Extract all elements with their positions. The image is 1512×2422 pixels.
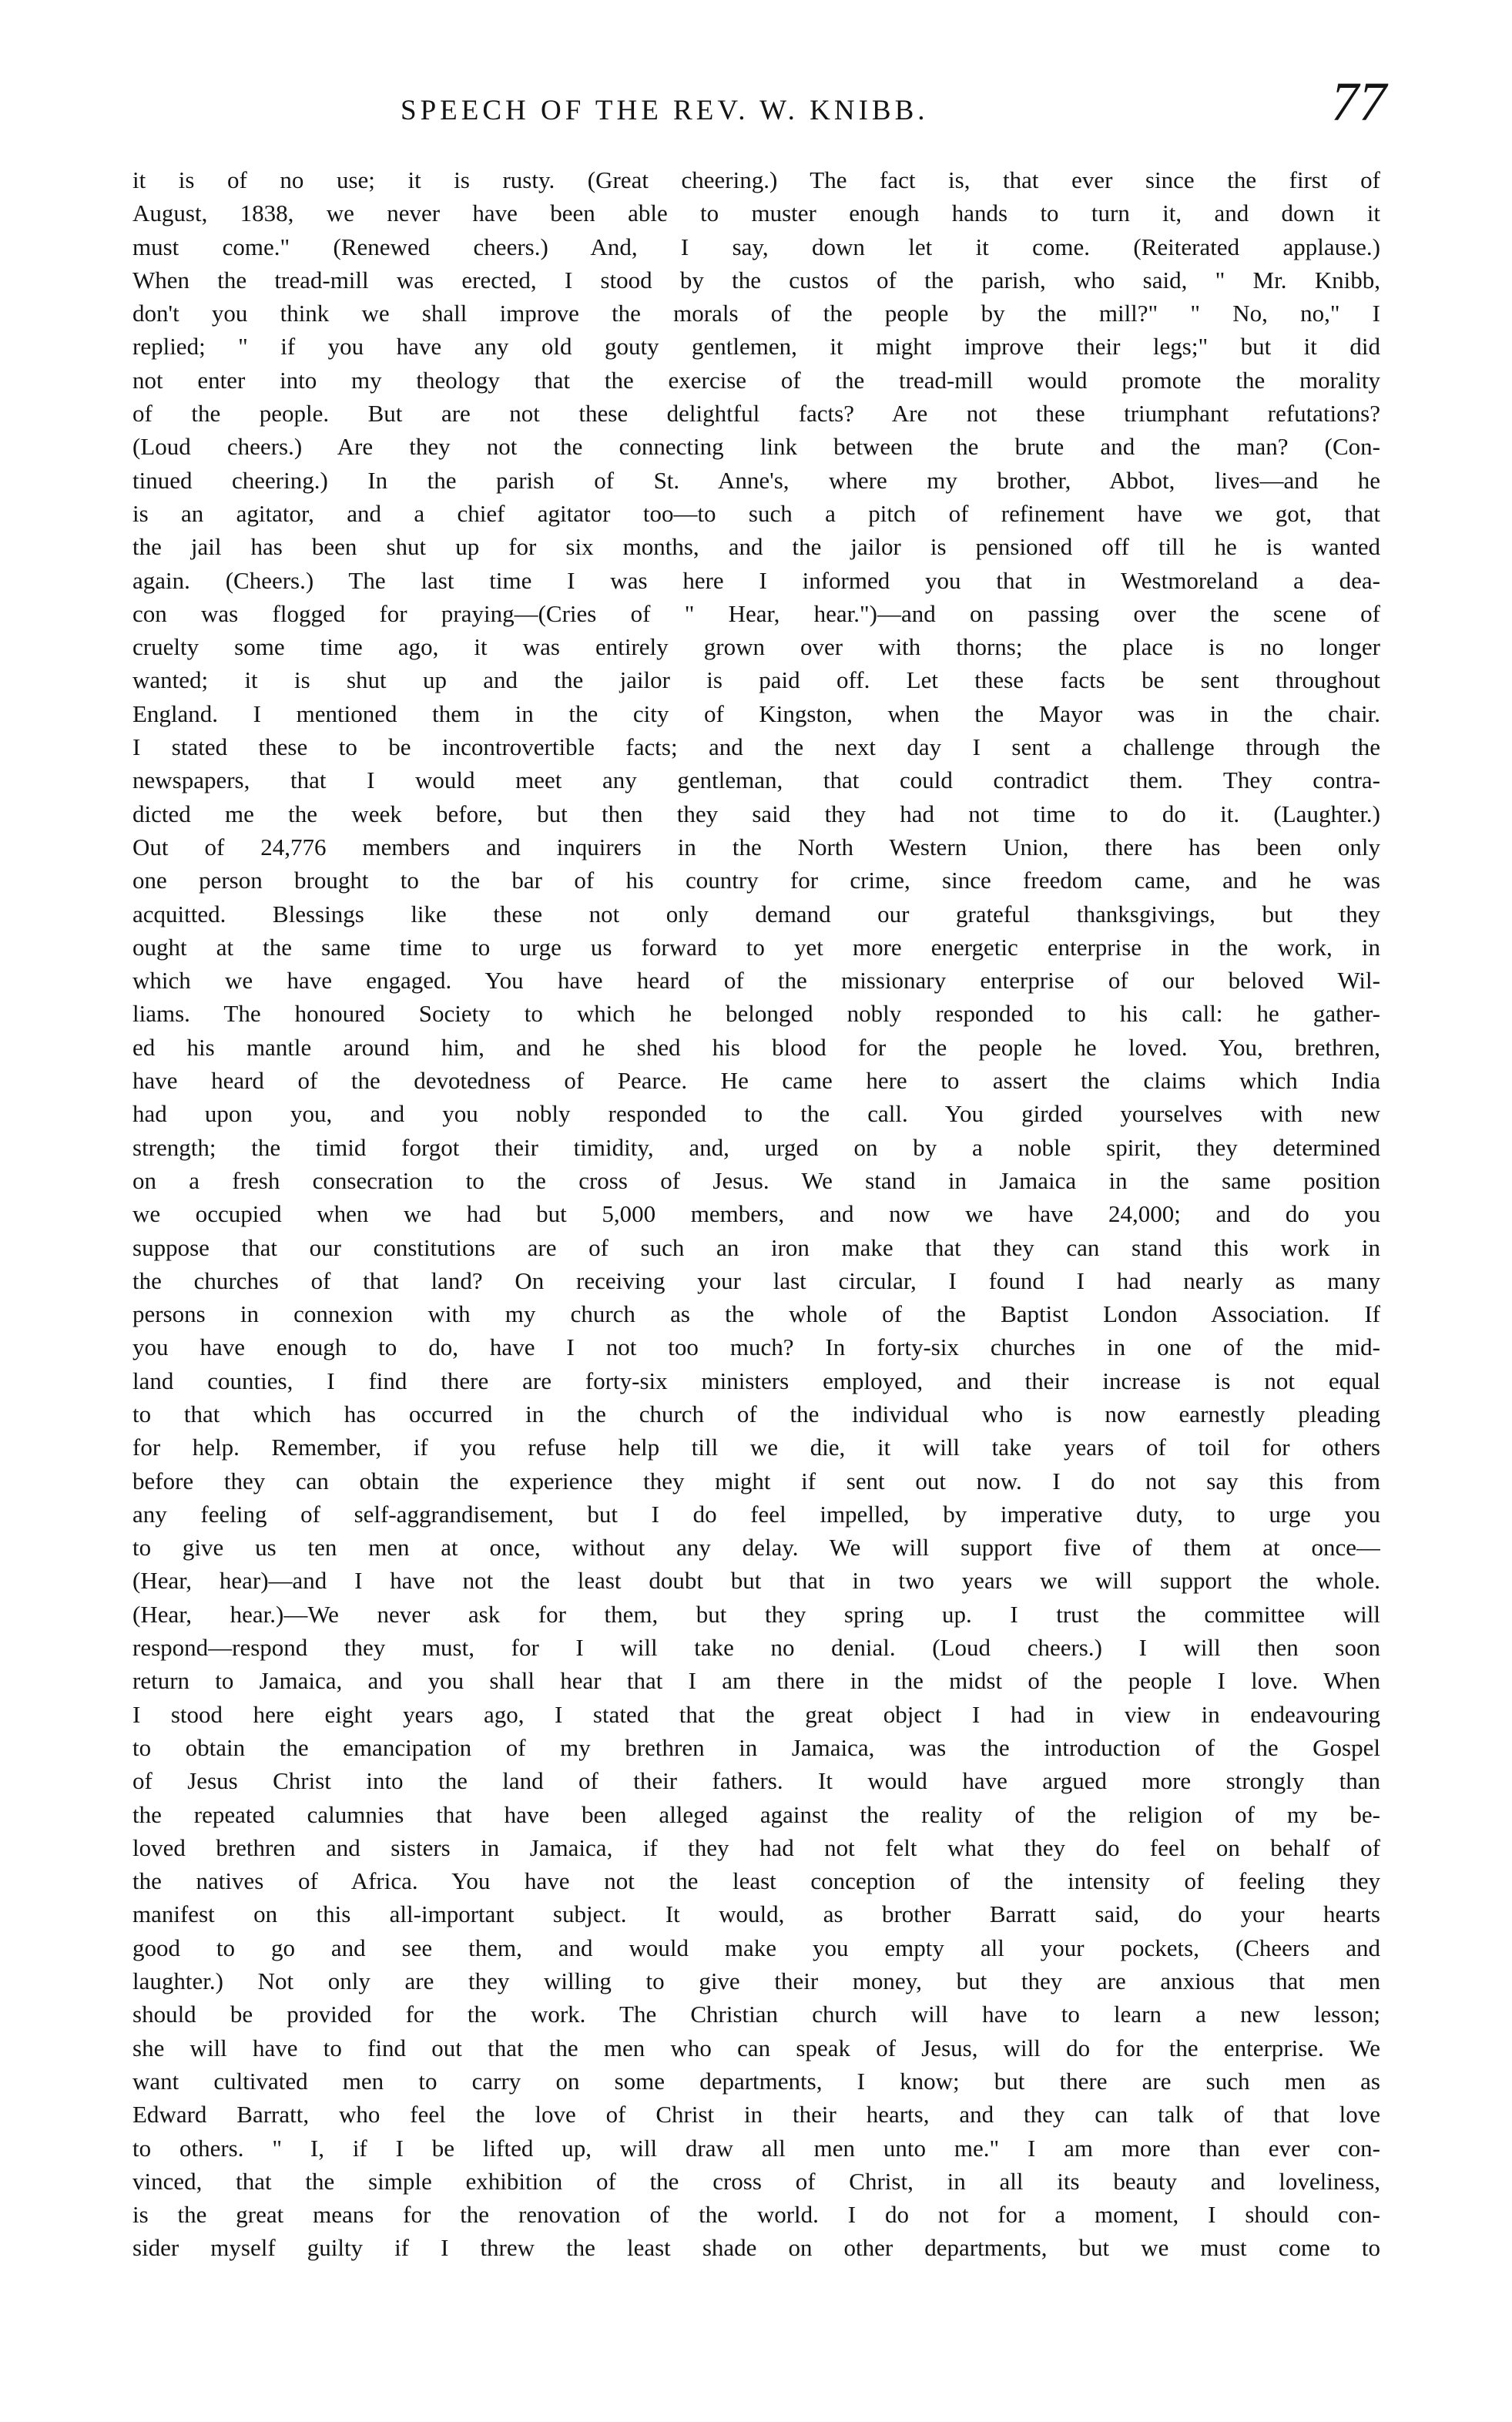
text-line: vinced, that the simple exhibition of the cross of Christ, in all its beauty and loveliness, xyxy=(132,2167,1380,2195)
text-line: suppose that our constitutions are of such an iron make that they can stand this work in xyxy=(132,1233,1380,1261)
text-line: (Hear, hear.)—We never ask for them, but they spring up. I trust the committee will xyxy=(132,1600,1380,1628)
text-line: return to Jamaica, and you shall hear that I am there in the midst of the people I love. When xyxy=(132,1667,1380,1695)
text-line: I stood here eight years ago, I stated that the great object I had in view in endeavouring xyxy=(132,1700,1380,1728)
text-line: replied; " if you have any old gouty gentlemen, it might improve their legs;" but it did xyxy=(132,333,1380,361)
text-line: is an agitator, and a chief agitator too—to such a pitch of refinement have we got, that xyxy=(132,499,1380,527)
text-line: con was flogged for praying—(Cries of " Hear, hear.")—and on passing over the scene of xyxy=(132,599,1380,627)
text-line: have heard of the devotedness of Pearce. He came here to assert the claims which India xyxy=(132,1067,1380,1095)
text-line: manifest on this all-important subject. It would, as brother Barratt said, do your hearts xyxy=(132,1900,1380,1928)
text-line: the jail has been shut up for six months, and the jailor is pensioned off till he is wanted xyxy=(132,533,1380,561)
text-line: the churches of that land? On receiving your last circular, I found I had nearly as many xyxy=(132,1266,1380,1294)
text-line: of the people. But are not these delightful facts? Are not these triumphant refutations? xyxy=(132,400,1380,428)
text-line: acquitted. Blessings like these not only demand our grateful thanksgivings, but they xyxy=(132,900,1380,928)
text-line: to others. " I, if I be lifted up, will draw all men unto me." I am more than ever con- xyxy=(132,2134,1380,2162)
text-line: one person brought to the bar of his country for crime, since freedom came, and he was xyxy=(132,867,1380,894)
text-line: want cultivated men to carry on some departments, I know; but there are such men as xyxy=(132,2067,1380,2095)
text-line: of Jesus Christ into the land of their fathers. It would have argued more strongly than xyxy=(132,1767,1380,1795)
text-line: must come." (Renewed cheers.) And, I say, down let it come. (Reiterated applause.) xyxy=(132,233,1380,260)
text-line: to that which has occurred in the church of the individual who is now earnestly pleading xyxy=(132,1400,1380,1427)
text-line: she will have to find out that the men who can speak of Jesus, will do for the enterprise. We xyxy=(132,2034,1380,2061)
text-line: ought at the same time to urge us forward to yet more energetic enterprise in the work, in xyxy=(132,933,1380,961)
text-line: the repeated calumnies that have been alleged against the reality of the religion of my be- xyxy=(132,1800,1380,1828)
text-line: I stated these to be incontrovertible facts; and the next day I sent a challenge through the xyxy=(132,733,1380,761)
text-line: should be provided for the work. The Christian church will have to learn a new lesson; xyxy=(132,2001,1380,2028)
text-line: ed his mantle around him, and he shed his blood for the people he loved. You, brethren, xyxy=(132,1033,1380,1061)
text-line: When the tread-mill was erected, I stood by the custos of the parish, who said, " Mr. Knibb, xyxy=(132,266,1380,294)
text-line: we occupied when we had but 5,000 members, and now we have 24,000; and do you xyxy=(132,1200,1380,1228)
text-line: the natives of Africa. You have not the least conception of the intensity of feeling they xyxy=(132,1867,1380,1895)
text-line: good to go and see them, and would make you empty all your pockets, (Cheers and xyxy=(132,1934,1380,1961)
text-line: loved brethren and sisters in Jamaica, if they had not felt what they do feel on behalf of xyxy=(132,1833,1380,1861)
text-line: (Loud cheers.) Are they not the connecting link between the brute and the man? (Con- xyxy=(132,433,1380,461)
text-line: Edward Barratt, who feel the love of Christ in their hearts, and they can talk of that love xyxy=(132,2101,1380,2128)
text-line: August, 1838, we never have been able to muster enough hands to turn it, and down it xyxy=(132,200,1380,227)
text-line: newspapers, that I would meet any gentleman, that could contradict them. They contra- xyxy=(132,767,1380,794)
text-line: persons in connexion with my church as the whole of the Baptist London Association. If xyxy=(132,1300,1380,1328)
running-head: SPEECH OF THE REV. W. KNIBB. xyxy=(401,95,929,126)
text-line: land counties, I find there are forty-six ministers employed, and their increase is not equal xyxy=(132,1367,1380,1394)
text-line: you have enough to do, have I not too much? In forty-six churches in one of the mid- xyxy=(132,1333,1380,1361)
text-line: tinued cheering.) In the parish of St. Anne's, where my brother, Abbot, lives—and he xyxy=(132,466,1380,494)
body-text xyxy=(132,163,1380,2265)
text-line: laughter.) Not only are they willing to give their money, but they are anxious that men xyxy=(132,1967,1380,1995)
text-line: liams. The honoured Society to which he belonged nobly responded to his call: he gather- xyxy=(132,1000,1380,1028)
text-line: which we have engaged. You have heard of the missionary enterprise of our beloved Wil- xyxy=(132,967,1380,995)
text-line: cruelty some time ago, it was entirely grown over with thorns; the place is no longer xyxy=(132,633,1380,661)
text-line: it is of no use; it is rusty. (Great cheering.) The fact is, that ever since the first of xyxy=(132,166,1380,193)
text-line: before they can obtain the experience they might if sent out now. I do not say this from xyxy=(132,1467,1380,1494)
text-line: for help. Remember, if you refuse help till we die, it will take years of toil for others xyxy=(132,1434,1380,1461)
page-number: 77 xyxy=(1331,71,1386,133)
text-line: is the great means for the renovation of the world. I do not for a moment, I should con- xyxy=(132,2201,1380,2229)
text-line: to obtain the emancipation of my brethren in Jamaica, was the introduction of the Gospel xyxy=(132,1733,1380,1761)
text-line: on a fresh consecration to the cross of Jesus. We stand in Jamaica in the same position xyxy=(132,1166,1380,1194)
text-line: dicted me the week before, but then they said they had not time to do it. (Laughter.) xyxy=(132,800,1380,827)
text-line: strength; the timid forgot their timidity, and, urged on by a noble spirit, they determined xyxy=(132,1133,1380,1161)
text-line: to give us ten men at once, without any delay. We will support five of them at once— xyxy=(132,1534,1380,1562)
text-line: respond—respond they must, for I will take no denial. (Loud cheers.) I will then soon xyxy=(132,1634,1380,1662)
text-line: sider myself guilty if I threw the least shade on other departments, but we must come to xyxy=(132,2234,1380,2262)
text-line: not enter into my theology that the exercise of the tread-mill would promote the morality xyxy=(132,366,1380,394)
text-line: again. (Cheers.) The last time I was here I informed you that in Westmoreland a dea- xyxy=(132,566,1380,594)
page-header xyxy=(154,71,1386,151)
text-line: had upon you, and you nobly responded to the call. You girded yourselves with new xyxy=(132,1100,1380,1128)
text-line: don't you think we shall improve the morals of the people by the mill?" " No, no," I xyxy=(132,300,1380,327)
text-line: Out of 24,776 members and inquirers in the North Western Union, there has been only xyxy=(132,833,1380,860)
text-line: (Hear, hear)—and I have not the least doubt but that in two years we will support the whole. xyxy=(132,1567,1380,1595)
text-line: any feeling of self-aggrandisement, but I do feel impelled, by imperative duty, to urge you xyxy=(132,1500,1380,1528)
text-line: England. I mentioned them in the city of Kingston, when the Mayor was in the chair. xyxy=(132,699,1380,727)
text-line: wanted; it is shut up and the jailor is paid off. Let these facts be sent throughout xyxy=(132,666,1380,694)
